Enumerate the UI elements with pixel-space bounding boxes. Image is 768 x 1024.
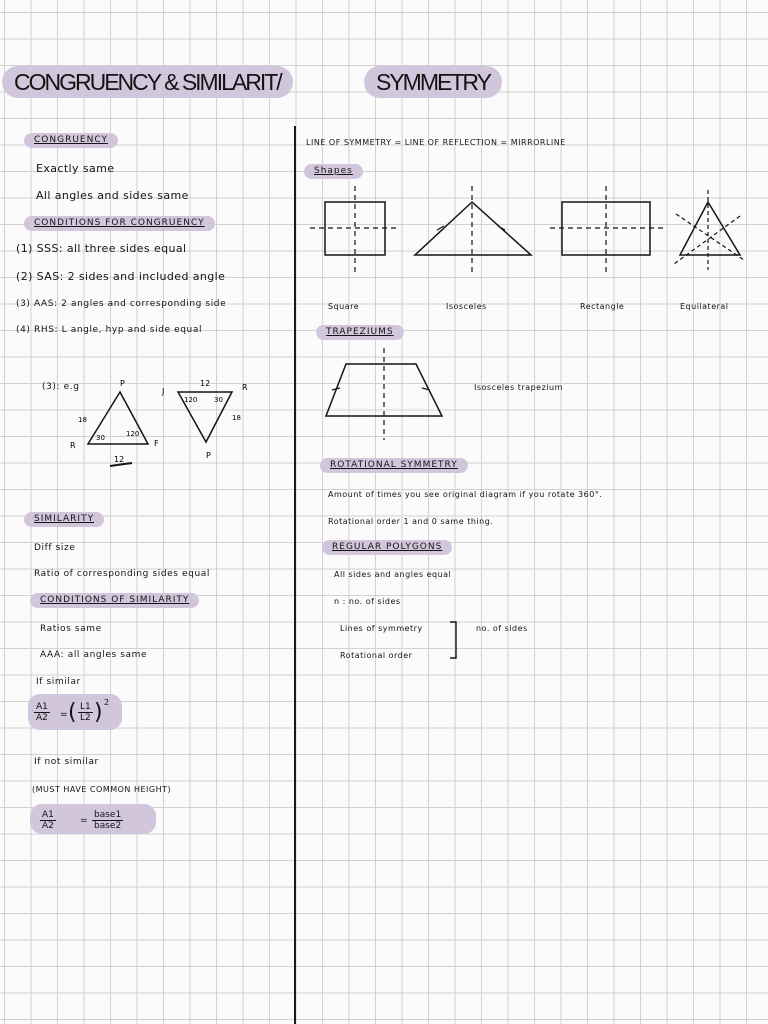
formula1-equals: = [60, 710, 69, 720]
polygons-line-4: Rotational order [340, 651, 413, 660]
tri-right-bottom-label: P [206, 451, 211, 460]
similarity-heading: SIMILARITY [24, 512, 104, 527]
polygons-line-2: n : no. of sides [334, 597, 401, 606]
shape-label-rectangle: Rectangle [580, 302, 625, 311]
if-similar-label: If similar [36, 677, 81, 687]
common-height-note: (MUST HAVE COMMON HEIGHT) [32, 785, 172, 794]
congruent-triangles-example [70, 376, 280, 471]
tri-left-angle-left: 30 [96, 434, 105, 442]
rotational-line-1: Amount of times you see original diagram if you rotate 360°. [328, 490, 603, 499]
example-label: (3): e.g [42, 382, 80, 392]
title-congruency-similarity: CONGRUENCY & SIMILARIT/ [2, 66, 293, 98]
isosceles-trapezium-figure [322, 344, 452, 444]
tri-left-side-label: 18 [78, 416, 87, 424]
congruency-conditions-heading: CONDITIONS FOR CONGRUENCY [24, 216, 215, 231]
rotational-heading: ROTATIONAL SYMMETRY [320, 458, 468, 473]
formula2-area-ratio: $\frac{A1}{A2}$ [42, 810, 54, 831]
shape-label-equilateral: Equilateral [680, 302, 729, 311]
polygons-line-3: Lines of symmetry [340, 624, 423, 633]
similarity-line-1: Diff size [34, 543, 76, 553]
if-not-similar-label: If not similar [34, 757, 99, 767]
tri-left-base-label: 12 [114, 455, 125, 464]
tri-right-side-label: 18 [232, 414, 241, 422]
column-divider [294, 126, 296, 1024]
congruency-line-2: All angles and sides same [36, 189, 189, 202]
formula2-equals: = [80, 816, 89, 826]
title-symmetry: SYMMETRY [364, 66, 502, 98]
tri-right-angle-left: 120 [184, 396, 198, 404]
tri-right-top-label: 12 [200, 379, 211, 388]
tri-left-bl-label: R [70, 441, 76, 450]
tri-left-top-label: P [120, 379, 125, 388]
shape-label-isosceles: Isosceles [446, 302, 487, 311]
rotational-line-2: Rotational order 1 and 0 same thing. [328, 517, 494, 526]
shapes-heading: Shapes [304, 164, 363, 179]
polygons-result: no. of sides [476, 624, 528, 633]
tri-left-br-label: F [154, 439, 159, 448]
trapeziums-heading: TRAPEZIUMS [316, 325, 404, 340]
tri-right-angle-right: 30 [214, 396, 223, 404]
tri-right-tl-label: J [162, 387, 165, 396]
formula1-power: 2 [104, 698, 110, 707]
similarity-conditions-heading: CONDITIONS OF SIMILARITY [30, 593, 199, 608]
condition-aas: (3) AAS: 2 angles and corresponding side [16, 299, 227, 309]
formula1-close-paren: ) [94, 700, 103, 725]
polygons-heading: REGULAR POLYGONS [322, 540, 452, 555]
tri-left-angle-right: 120 [126, 430, 140, 438]
congruency-heading: CONGRUENCY [24, 133, 118, 148]
condition-rhs: (4) RHS: L angle, hyp and side equal [16, 325, 203, 335]
formula1-area-ratio: $\frac{A1}{A2}$ [36, 702, 48, 723]
line-of-symmetry-definition: LINE OF SYMMETRY = LINE OF REFLECTION = MIRRORLINE [306, 138, 566, 147]
formula2-base-ratio: base1 base2 [94, 810, 122, 831]
shape-label-square: Square [328, 302, 360, 311]
congruency-line-1: Exactly same [36, 162, 115, 175]
formula1-length-ratio: $\frac{L1}{L2}$ [80, 702, 91, 723]
trapezium-label: Isosceles trapezium [474, 383, 563, 392]
polygons-line-1: All sides and angles equal [334, 570, 452, 579]
isosceles-shape [415, 202, 531, 255]
condition-sss: (1) SSS: all three sides equal [16, 242, 187, 255]
symmetry-shapes-figure [304, 186, 754, 281]
formula1-open-paren: ( [68, 700, 77, 725]
similarity-cond-1: Ratios same [40, 624, 102, 634]
polygons-bracket [448, 620, 462, 662]
condition-sas: (2) SAS: 2 sides and included angle [16, 270, 226, 283]
similarity-line-2: Ratio of corresponding sides equal [34, 569, 211, 579]
similarity-cond-2: AAA: all angles same [40, 650, 148, 660]
equilateral-shape [680, 202, 740, 255]
tri-right-tr-label: R [242, 383, 248, 392]
